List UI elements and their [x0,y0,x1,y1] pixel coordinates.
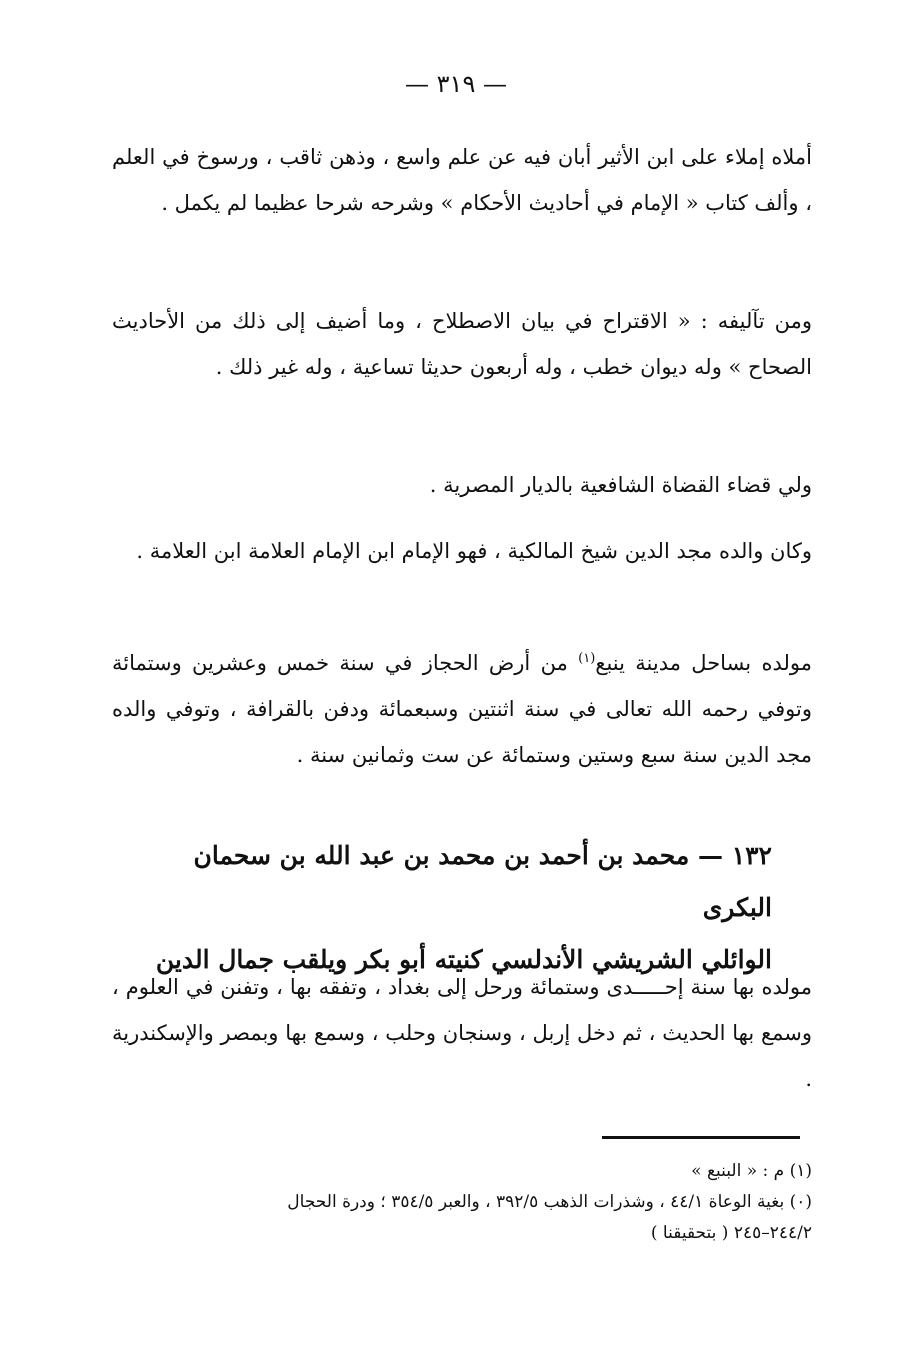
footnotes [112,1156,812,1249]
entry-heading-line-2: الوائلي الشريشي الأندلسي كنيته أبو بكر ويلقب جمال الدين [155,945,772,974]
paragraph-1: أملاه إملاء على ابن الأثير أبان فيه عن علم واسع ، وذهن ثاقب ، ورسوخ في العلم ، وألف كتاب « الإمام في أحاديث الأحكام » وشرحه شرحا عظيما لم يكمل . [112,145,812,215]
paragraph-3: ولي قضاء القضاة الشافعية بالديار المصرية . [429,473,812,497]
entry-heading-line-1: ١٣٢ — محمد بن أحمد بن محمد بن عبد الله بن سحمان البكرى [193,841,772,922]
entry-heading [142,830,772,986]
page-number: — ٣١٩ — [405,70,507,98]
footnote-2-line-1: (٠) بغية الوعاة ٤٤/١ ، وشذرات الذهب ٣٩٢/٥ ، والعبر ٣٥٤/٥ ؛ ودرة الحجال [287,1192,812,1212]
paragraph-6: مولده بها سنة إحـــــدى وستمائة ورحل إلى بغداد ، وتفقه بها ، وتفنن في العلوم ، وسمع بها الحديث ، ثم دخل إربل ، وسنجان وحلب ، وسمع بها وبمصر والإسكندرية . [112,975,812,1091]
paragraph-5 [112,640,812,778]
footnote-divider [602,1136,800,1139]
footnote-1: (١) م : « البنبع » [691,1161,812,1181]
paragraph-4: وكان والده مجد الدين شيخ المالكية ، فهو الإمام ابن الإمام العلامة ابن العلامة . [136,539,812,563]
paragraph-2: ومن تآليفه : « الاقتراح في بيان الاصطلاح ، وما أضيف إلى ذلك من الأحاديث الصحاح » وله ديوان خطب ، وله أربعون حديثا تساعية ، وله غير ذلك . [112,309,812,379]
footnote-marker: (١) [578,651,596,666]
paragraph-5-text-end: من أرض الحجاز في سنة خمس وعشرين وستمائة وتوفي رحمه الله تعالى في سنة اثنتين وسبعمائة ودفن بالقرافة ، وتوفي والده مجد الدين سنة سبع وستين وستمائة عن ست وثمانين سنة . [112,651,812,767]
paragraph-5-text-start: مولده بساحل مدينة ينبع [595,651,812,675]
footnote-2-line-2: ٢٤٤/٢–٢٤٥ ( بتحقيقنا ) [650,1223,812,1243]
